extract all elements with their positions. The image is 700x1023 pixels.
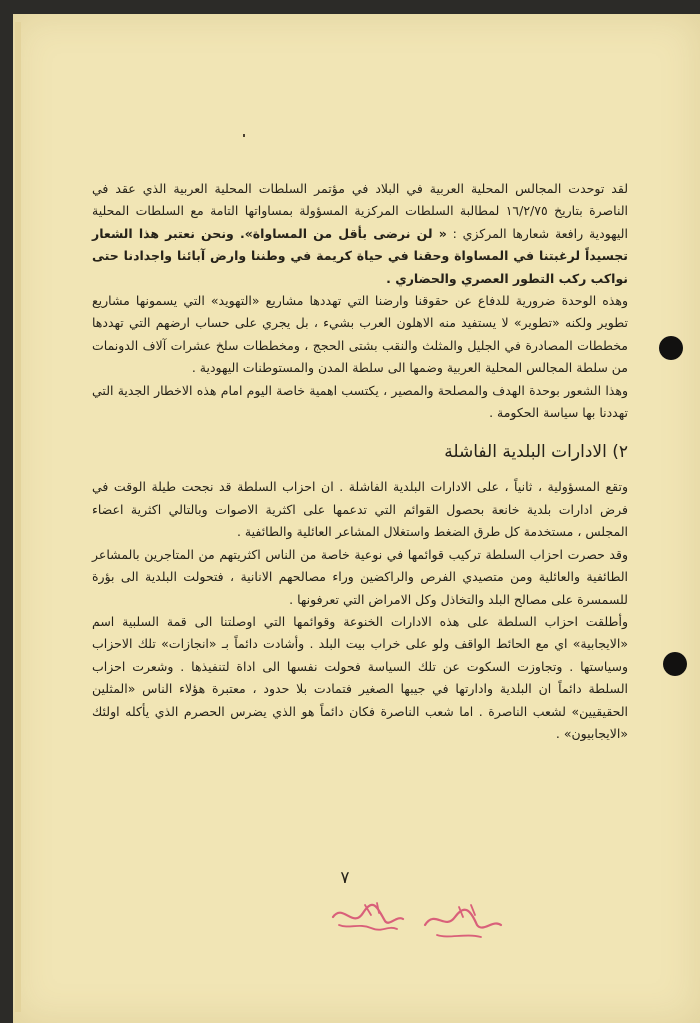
paragraph-3: وهذا الشعور بوحدة الهدف والمصلحة والمصير ، يكتسب اهمية خاصة اليوم امام هذه الاخطار الجدية التي تهددنا بها سياسة الحكومة . bbox=[92, 382, 628, 421]
punch-hole-lower bbox=[663, 652, 687, 676]
handwritten-signature bbox=[325, 895, 515, 945]
paragraph-1-regular: لقد توحدت المجالس المحلية العربية في البلاد في مؤتمر السلطات المحلية العربية الذي عقد في الناصرة بتاريخ ١٦/٢/٧٥ لمطالبة السلطات المركزية المسؤولة بمساواتها التامة مع السلطات المحلية اليهودية رافعة شعارها المركزي : bbox=[92, 181, 629, 241]
paragraph-4: وتقع المسؤولية ، ثانياً ، على الادارات البلدية الفاشلة . ان احزاب السلطة قد نجحت طيلة الوقت في فرض ادارات بلدية خانعة بحصول القوائم التي تدعمها على اكثرية الاصوات وبالتالي اكثرية اعضاء المجلس ، مستخدمة كل طرق الضغط واستغلال المشاعر العائلية والطائفية . bbox=[92, 479, 628, 540]
document-body bbox=[92, 178, 628, 745]
section-heading: ٢) الادارات البلدية الفاشلة bbox=[444, 442, 628, 463]
punch-hole-upper bbox=[659, 336, 683, 360]
paragraph-5: وقد حصرت احزاب السلطة تركيب قوائمها في نوعية خاصة من الناس اكثريتهم من المتاجرين بالمشاعر الطائفية والعائلية ومن متصيدي الفرص والراكضين وراء مصالحهم الانانية ، فتحولت البلدية الى بؤرة للسمسرة على مصالح البلد والتخاذل وكل الامراض التي تعرفونها . bbox=[92, 546, 628, 607]
ink-speck bbox=[243, 134, 245, 137]
paragraph-6: وأطلقت احزاب السلطة على هذه الادارات الخنوعة وقوائمها التي اوصلتنا الى قمة السلبية اسم «الايجابية» اي مع الحائط الواقف ولو على خراب بيت البلد . وأشادت دائماً بـ «انجازات» تلك الاحزاب وسياستها . وتجاوزت السكوت عن تلك السياسة فحولت نفسها الى اداة لتنفيذها . وشعرت احزاب السلطة دائماً ان البلدية وادارتها في جيبها الصغير فتمادت بلا حدود ، معتبرة هؤلاء الناس «المثلين الحقيقيين» لشعب الناصرة . اما شعب الناصرة فكان دائماً هو الذي يضرس الحصرم الذي يأكله اولئك «الايجابيون» . bbox=[92, 613, 628, 741]
page-number: ٧ bbox=[340, 868, 350, 888]
page-edge-strip bbox=[15, 22, 21, 1012]
paragraph-1 bbox=[92, 178, 628, 290]
paragraph-1-bold: « لن نرضى بأقل من المساواة». ونحن نعتبر هذا الشعار تجسيداً لرغبتنا في المساواة وحقنا في حياة كريمة في وطننا وارض آبائنا واجدادنا حتى نواكب ركب التطور العصري والحضاري . bbox=[92, 225, 628, 286]
paragraph-2: وهذه الوحدة ضرورية للدفاع عن حقوقنا وارضنا التي تهددها مشاريع «التهويد» التي يسمونها مشاريع تطوير ولكنه «تطوير» لا يستفيد منه الاهلون العرب بشيء ، بل يجري على حساب ارضهم التي تهددها مخططات المصادرة في الجليل والمثلث والنقب بشتى الحجج ، ومخططات سلخ عشرات آلاف الدونمات من سلطة المجالس المحلية العربية وضمها الى سلطة المدن والمستوطنات اليهودية . bbox=[92, 293, 628, 376]
